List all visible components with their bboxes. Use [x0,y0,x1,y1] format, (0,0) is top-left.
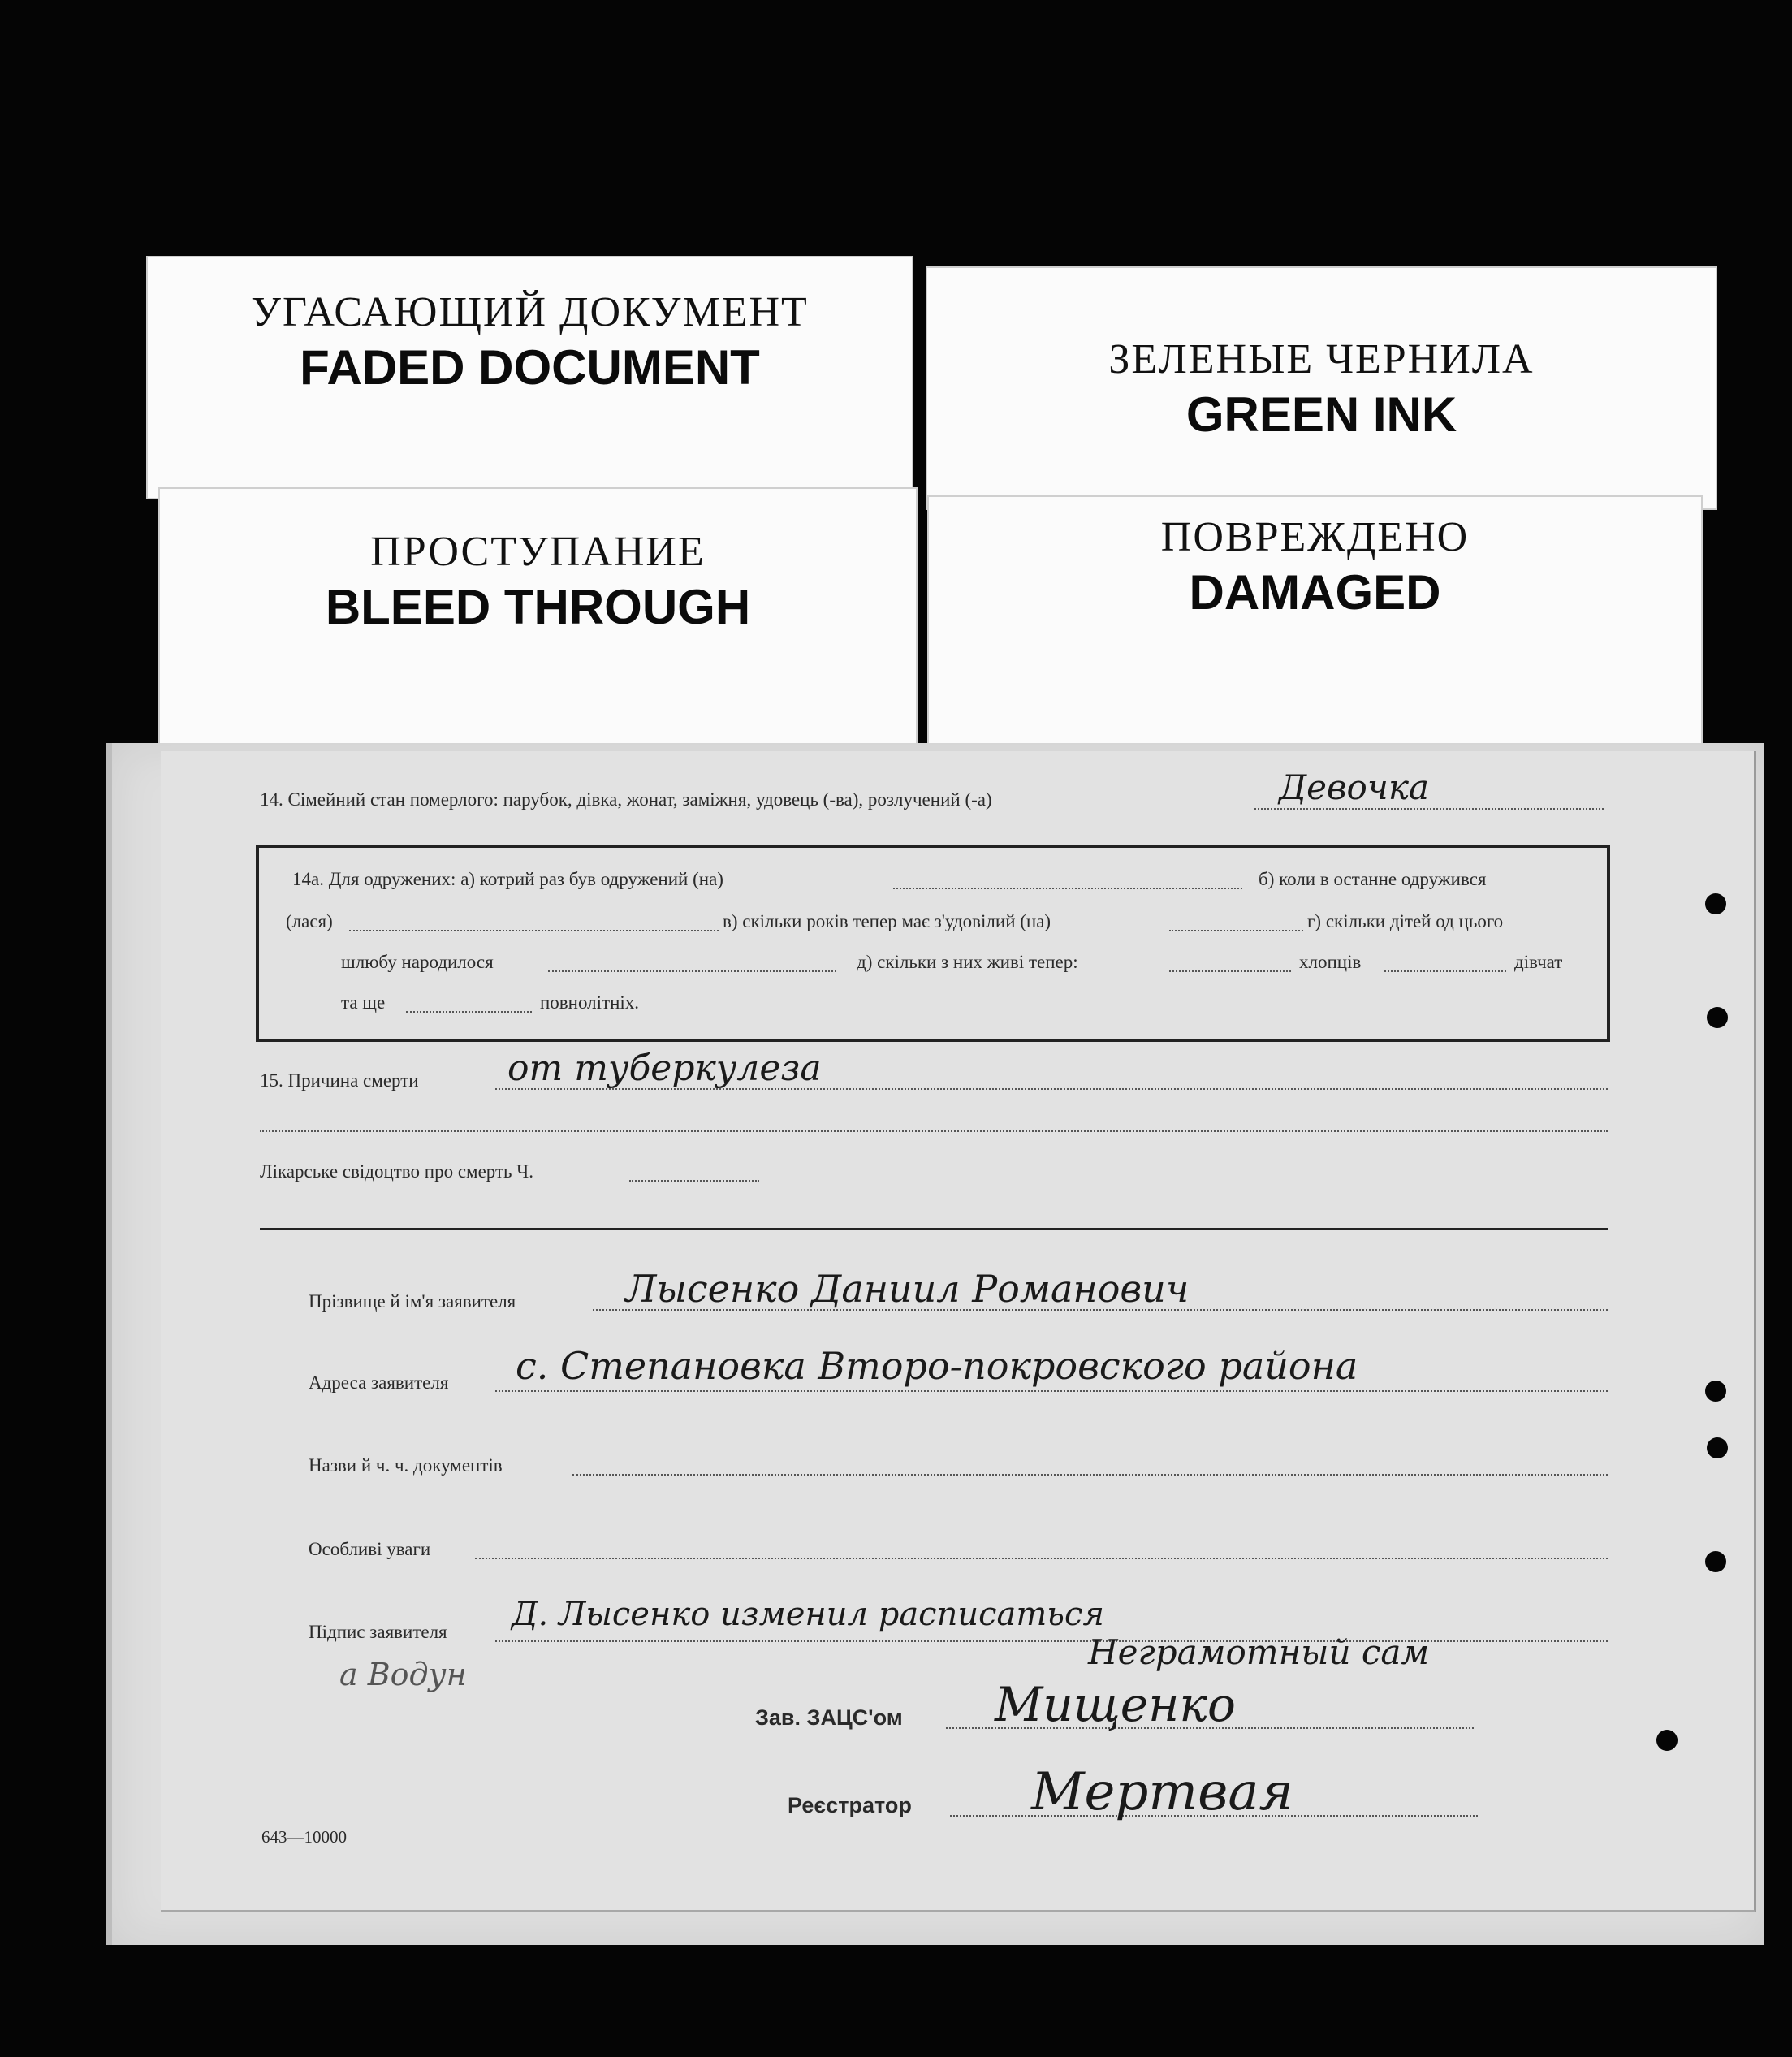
q14-label: 14. Сімейний стан померлого: парубок, дівка, жонат, заміжня, удовець (-ва), розлучений (-а) [260,789,992,810]
q14a-line3c-label: хлопців [1299,952,1362,972]
section-divider [260,1228,1608,1230]
documents-dotted-line [572,1474,1608,1476]
binding-hole [1705,1551,1726,1572]
applicant-signature-handwritten: Д. Лысенко изменил расписаться [512,1596,1104,1633]
applicant-address-dotted-line [495,1390,1608,1392]
q14a-line4a-label: та ще [341,992,386,1013]
card-label-en: BLEED THROUGH [325,580,751,634]
medical-certificate-label: Лікарське свідоцтво про смерть Ч. [260,1161,533,1182]
signature-dotted-line [495,1640,1608,1642]
card-label-en: GREEN INK [1185,387,1457,442]
medical-certificate-dotted-line [629,1180,759,1182]
q14a-line3d-label: дівчат [1514,952,1563,972]
q14a-line3b-label: д) скільки з них живі тепер: [857,952,1078,972]
applicant-signature-handwritten-2: а Водун [339,1657,467,1692]
registrar-signature: Мертвая [1031,1762,1293,1822]
card-label-en: FADED DOCUMENT [300,340,760,395]
q15-label: 15. Причина смерти [260,1070,419,1091]
binding-hole [1705,1381,1726,1402]
applicant-name-label: Прізвище й ім'я заявителя [309,1291,516,1312]
q15-dotted-line-2 [260,1130,1608,1132]
notes-label: Особливі уваги [309,1539,431,1559]
q14a-dotted-line [1384,970,1506,972]
binding-hole [1707,1007,1728,1028]
zags-head-label: Зав. ЗАЦС'ом [755,1705,903,1730]
q15-handwritten-value: от туберкулеза [507,1048,822,1089]
q14a-dotted-line [1169,930,1303,931]
q14a-line2a-label: (лася) [286,911,333,931]
bleed-through-card [158,487,918,747]
applicant-signature-handwritten-3: Неграмотный сам [1088,1632,1430,1672]
card-label-ru: ЗЕЛЕНЫЕ ЧЕРНИЛА [1108,336,1535,382]
card-label-ru: ПРОСТУПАНИЕ [370,529,706,575]
green-ink-card [926,266,1717,510]
documents-label: Назви й ч. ч. документів [309,1455,503,1476]
q14a-dotted-line [548,970,836,972]
print-code: 643—10000 [261,1827,347,1847]
applicant-name-handwritten: Лысенко Даниил Романович [625,1267,1190,1311]
card-label-en: DAMAGED [1189,565,1441,620]
binding-hole [1705,893,1726,914]
binding-hole [1707,1437,1728,1458]
registrar-label: Реєстратор [788,1793,912,1817]
q14a-line3a-label: шлюбу народилося [341,952,494,972]
damaged-card [927,495,1703,755]
applicant-address-handwritten: с. Степановка Второ-покровского района [516,1344,1358,1388]
faded-document-card [146,256,913,499]
q14-dotted-line [1254,808,1604,810]
signature-label: Підпис заявителя [309,1622,447,1642]
q14a-line4b-label: повнолітніх. [540,992,640,1013]
zags-head-signature: Мищенко [995,1677,1236,1732]
q14a-dotted-line [1169,970,1291,972]
q14-handwritten-value: Девочка [1279,767,1429,807]
applicant-address-label: Адреса заявителя [309,1372,449,1393]
q14a-dotted-line [893,888,1242,889]
q14a-line2b-label: в) скільки років тепер має з'удовілий (на) [723,911,1051,931]
q14a-line1b-label: б) коли в останне одружився [1259,869,1487,889]
card-label-ru: УГАСАЮЩИЙ ДОКУМЕНТ [251,289,809,335]
card-label-ru: ПОВРЕЖДЕНО [1160,514,1470,560]
q14a-line1-label: 14а. Для одружених: а) котрий раз був одружений (на) [292,869,723,889]
binding-hole [1656,1730,1678,1751]
notes-dotted-line [475,1558,1608,1559]
q14a-dotted-line [349,930,719,931]
q14a-dotted-line [406,1011,532,1013]
q14a-line2c-label: г) скільки дітей од цього [1307,911,1504,931]
